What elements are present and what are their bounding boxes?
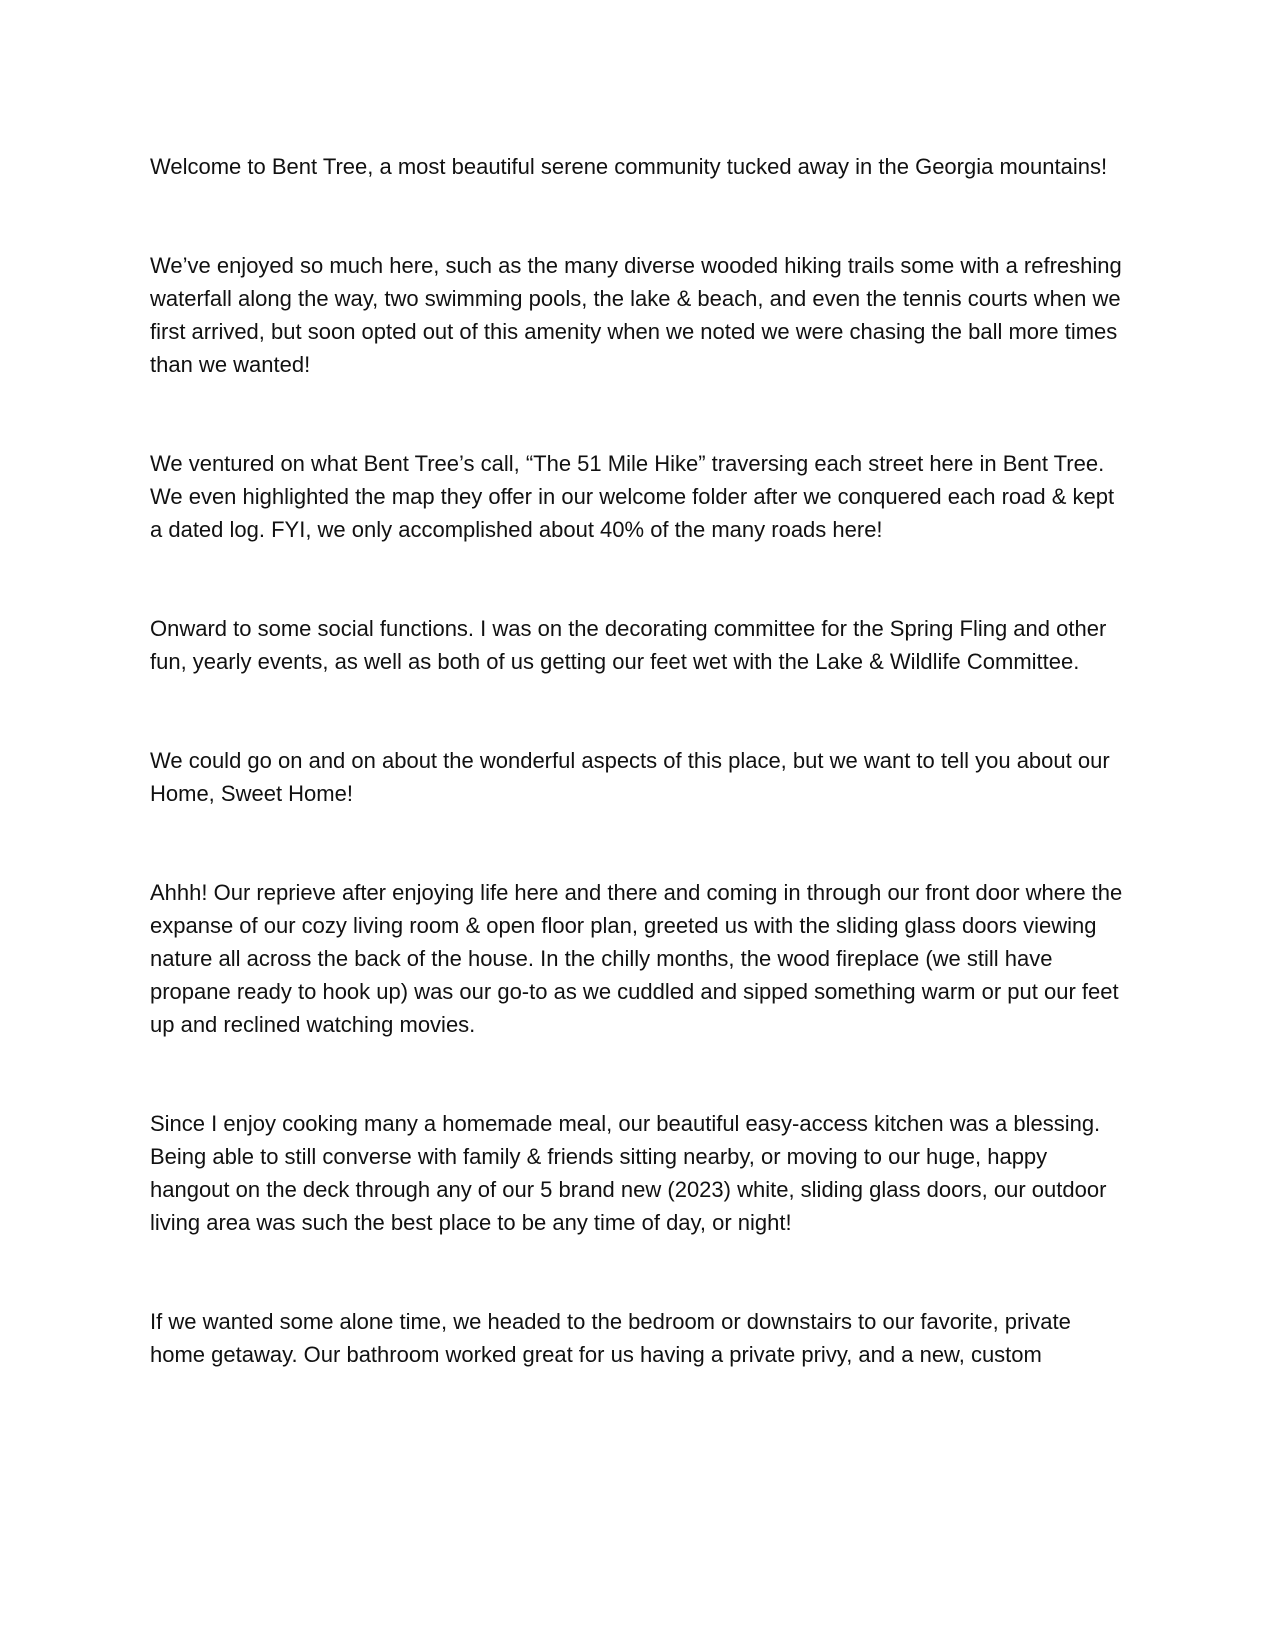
paragraph-getaway: If we wanted some alone time, we headed to the bedroom or downstairs to our favorite, private home getaway. Our bathroom worked great for us having a private privy, and a new, custom	[150, 1309, 1071, 1367]
paragraph-living-room: Ahhh! Our reprieve after enjoying life here and there and coming in through our front door where the expanse of our cozy living room & open floor plan, greeted us with the sliding glass doors viewing nature all across the back of the house. In the chilly months, the wood fireplace (we still have propane ready to hook up) was our go-to as we cuddled and sipped something warm or put our feet up and reclined watching movies.	[150, 880, 1123, 1037]
paragraph-home-intro: We could go on and on about the wonderful aspects of this place, but we want to tell you about our Home, Sweet Home!	[150, 748, 1110, 806]
paragraph-social: Onward to some social functions. I was on the decorating committee for the Spring Fling and other fun, yearly events, as well as both of us getting our feet wet with the Lake & Wildlife Committee.	[150, 616, 1107, 674]
paragraph-hike: We ventured on what Bent Tree’s call, “The 51 Mile Hike” traversing each street here in Bent Tree. We even highlighted the map they offer in our welcome folder after we conquered each road & kept a dated log. FYI, we only accomplished about 40% of the many roads here!	[150, 451, 1115, 542]
document-body	[150, 150, 1130, 1371]
paragraph-kitchen: Since I enjoy cooking many a homemade meal, our beautiful easy-access kitchen was a blessing. Being able to still converse with family & friends sitting nearby, or moving to our huge, happy hangout on the deck through any of our 5 brand new (2023) white, sliding glass doors, our outdoor living area was such the best place to be any time of day, or night!	[150, 1111, 1107, 1235]
paragraph-welcome: Welcome to Bent Tree, a most beautiful serene community tucked away in the Georgia mountains!	[150, 154, 1108, 179]
paragraph-amenities: We’ve enjoyed so much here, such as the many diverse wooded hiking trails some with a refreshing waterfall along the way, two swimming pools, the lake & beach, and even the tennis courts when we first arrived, but soon opted out of this amenity when we noted we were chasing the ball more times than we wanted!	[150, 253, 1122, 377]
